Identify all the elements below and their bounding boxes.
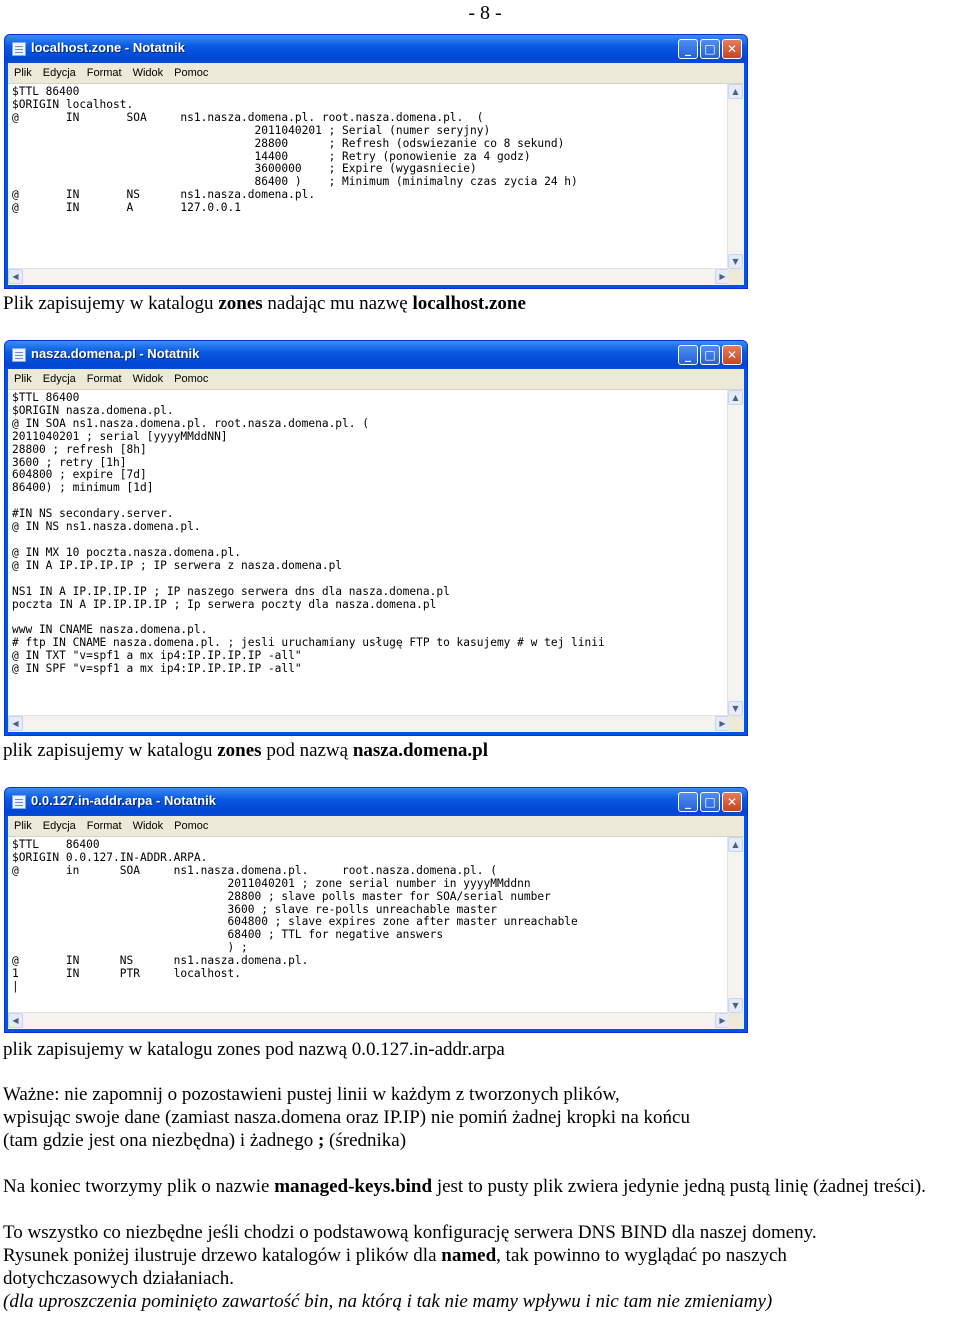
menu-plik[interactable]: Plik (14, 373, 32, 385)
close-button[interactable] (722, 39, 742, 59)
summary-line-2: Rysunek poniżej ilustruje drzewo katalogów i plików dla named, tak powinno to wyglądać po naszych (3, 1245, 787, 1266)
menu-pomoc[interactable]: Pomoc (174, 373, 209, 385)
close-icon: ✕ (726, 348, 738, 362)
resize-grip[interactable] (728, 1013, 744, 1029)
menu-bar (8, 63, 744, 84)
text-editor[interactable] (8, 390, 744, 732)
maximize-button[interactable] (700, 39, 720, 59)
maximize-icon: □ (704, 795, 716, 809)
notepad-icon (12, 795, 26, 809)
notepad-window-localhost (4, 34, 748, 289)
close-button[interactable] (722, 345, 742, 365)
horizontal-scrollbar[interactable] (8, 1012, 730, 1029)
scroll-up-icon[interactable]: ▲ (728, 390, 743, 405)
window-title: nasza.domena.pl - Notatnik (31, 346, 200, 361)
caption-3: plik zapisujemy w katalogu zones pod nazwą 0.0.127.in-addr.arpa (3, 1039, 505, 1060)
scroll-down-icon[interactable]: ▼ (728, 998, 743, 1013)
page-number: - 8 - (468, 2, 502, 24)
scroll-down-icon[interactable]: ▼ (728, 701, 743, 716)
notepad-window-nasza-domena (4, 340, 748, 736)
notepad-icon (12, 42, 26, 56)
window-title: 0.0.127.in-addr.arpa - Notatnik (31, 793, 216, 808)
file-content[interactable]: $TTL 86400 $ORIGIN nasza.domena.pl. @ IN SOA ns1.nasza.domena.pl. root.nasza.domena.pl. ( 2011040201 ; serial [yyyyMMddNN] 28800 ; refresh [8h] 3600 ; retry [1h] 604800 ; expire [7d] 86400) ; minimum [1d] #IN NS secondary.server. @ IN NS ns1.nasza.domena.pl. @ IN MX 10 poczta.nasza.domena.pl. @ IN A IP.IP.IP.IP ; IP serwera z nasza.domena.pl NS1 IN A IP.IP.IP.IP ; IP naszego serwera dns dla nasza.domena.pl poczta IN A IP.IP.IP.IP ; Ip serwera poczty dla nasza.domena.pl www IN CNAME nasza.domena.pl. # ftp IN CNAME nasza.domena.pl. ; jesli uruchamiany usługę FTP to kasujemy # w tej linii @ IN TXT "v=spf1 a mx ip4:IP.IP.IP.IP -all" @ IN SPF "v=spf1 a mx ip4:IP.IP.IP.IP -all" (12, 391, 605, 676)
scroll-right-icon[interactable]: ▶ (715, 269, 730, 284)
maximize-button[interactable] (700, 345, 720, 365)
minimize-button[interactable] (678, 39, 698, 59)
scroll-right-icon[interactable]: ▶ (715, 716, 730, 731)
menu-pomoc[interactable]: Pomoc (174, 820, 209, 832)
scroll-down-icon[interactable]: ▼ (728, 254, 743, 269)
note-important-line-2: wpisując swoje dane (zamiast nasza.domena oraz IP.IP) nie pomiń żadnej kropki na końcu (3, 1107, 690, 1128)
minimize-icon: _ (685, 795, 691, 809)
scroll-left-icon[interactable]: ◀ (8, 716, 23, 731)
note-important-line-3: (tam gdzie jest ona niezbędna) i żadnego ; (średnika) (3, 1130, 407, 1151)
note-managed-keys: Na koniec tworzymy plik o nazwie managed-keys.bind jest to pusty plik zwiera jedynie jedną pustą linię (żadnej treści). (3, 1176, 926, 1197)
menu-format[interactable]: Format (86, 67, 122, 79)
resize-grip[interactable] (728, 269, 744, 285)
close-icon: ✕ (726, 795, 738, 809)
vertical-scrollbar[interactable] (727, 837, 744, 1013)
file-content[interactable]: $TTL 86400 $ORIGIN localhost. @ IN SOA ns1.nasza.domena.pl. root.nasza.domena.pl. ( 2011040201 ; Serial (numer seryjny) 28800 ; Refresh (odswiezanie co 8 sekund) 14400 ; Retry (ponowienie za 4 godz) 3600000 ; Expire (wygasniecie) 86400 ) ; Minimum (minimalny czas zycia 24 h) @ IN NS ns1.nasza.domena.pl. @ IN A 127.0.0.1 (12, 85, 578, 215)
menu-plik[interactable]: Plik (14, 820, 32, 832)
file-content[interactable]: $TTL 86400 $ORIGIN 0.0.127.IN-ADDR.ARPA. @ in SOA ns1.nasza.domena.pl. root.nasza.domena.pl. ( 2011040201 ; zone serial number in yyyyMMddnn 28800 ; slave polls master for SOA/serial number 3600 ; slave re-polls unreachable master 604800 ; slave expires zone after master unreachable 68400 ; TTL for negative answers ) ; @ IN NS ns1.nasza.domena.pl. 1 IN PTR localhost. | (12, 838, 578, 993)
vertical-scrollbar[interactable] (727, 390, 744, 716)
menu-format[interactable]: Format (86, 820, 122, 832)
menu-plik[interactable]: Plik (14, 67, 32, 79)
menu-bar (8, 369, 744, 390)
caption-2: plik zapisujemy w katalogu zones pod nazwą nasza.domena.pl (3, 740, 488, 761)
summary-line-1: To wszystko co niezbędne jeśli chodzi o podstawową konfigurację serwera DNS BIND dla naszej domeny. (3, 1222, 817, 1243)
close-button[interactable] (722, 792, 742, 812)
menu-pomoc[interactable]: Pomoc (174, 67, 209, 79)
scroll-left-icon[interactable]: ◀ (8, 1013, 23, 1028)
note-important-line-1: Ważne: nie zapomnij o pozostawieni pustej linii w każdym z tworzonych plików, (3, 1084, 620, 1105)
caption-1: Plik zapisujemy w katalogu zones nadając mu nazwę localhost.zone (3, 293, 526, 314)
title-bar[interactable] (5, 341, 747, 369)
title-bar[interactable] (5, 35, 747, 63)
scroll-left-icon[interactable]: ◀ (8, 269, 23, 284)
title-bar[interactable] (5, 788, 747, 816)
summary-italic-note: (dla uproszczenia pominięto zawartość bin, na którą i tak nie mamy wpływu i nic tam nie zmieniamy) (3, 1291, 773, 1312)
text-editor[interactable] (8, 837, 744, 1029)
minimize-button[interactable] (678, 345, 698, 365)
close-icon: ✕ (726, 42, 738, 56)
scroll-right-icon[interactable]: ▶ (715, 1013, 730, 1028)
notepad-icon (12, 348, 26, 362)
menu-widok[interactable]: Widok (132, 373, 164, 385)
resize-grip[interactable] (728, 716, 744, 732)
notepad-window-in-addr-arpa (4, 787, 748, 1033)
menu-edycja[interactable]: Edycja (42, 820, 76, 832)
window-title: localhost.zone - Notatnik (31, 40, 185, 55)
minimize-button[interactable] (678, 792, 698, 812)
minimize-icon: _ (685, 42, 691, 56)
summary-line-3: dotychczasowych działaniach. (3, 1268, 235, 1289)
minimize-icon: _ (685, 348, 691, 362)
text-editor[interactable] (8, 84, 744, 285)
scroll-up-icon[interactable]: ▲ (728, 84, 743, 99)
horizontal-scrollbar[interactable] (8, 715, 730, 732)
menu-edycja[interactable]: Edycja (42, 373, 76, 385)
maximize-icon: □ (704, 42, 716, 56)
menu-widok[interactable]: Widok (132, 820, 164, 832)
horizontal-scrollbar[interactable] (8, 268, 730, 285)
menu-widok[interactable]: Widok (132, 67, 164, 79)
menu-edycja[interactable]: Edycja (42, 67, 76, 79)
menu-bar (8, 816, 744, 837)
maximize-icon: □ (704, 348, 716, 362)
vertical-scrollbar[interactable] (727, 84, 744, 269)
maximize-button[interactable] (700, 792, 720, 812)
scroll-up-icon[interactable]: ▲ (728, 837, 743, 852)
menu-format[interactable]: Format (86, 373, 122, 385)
